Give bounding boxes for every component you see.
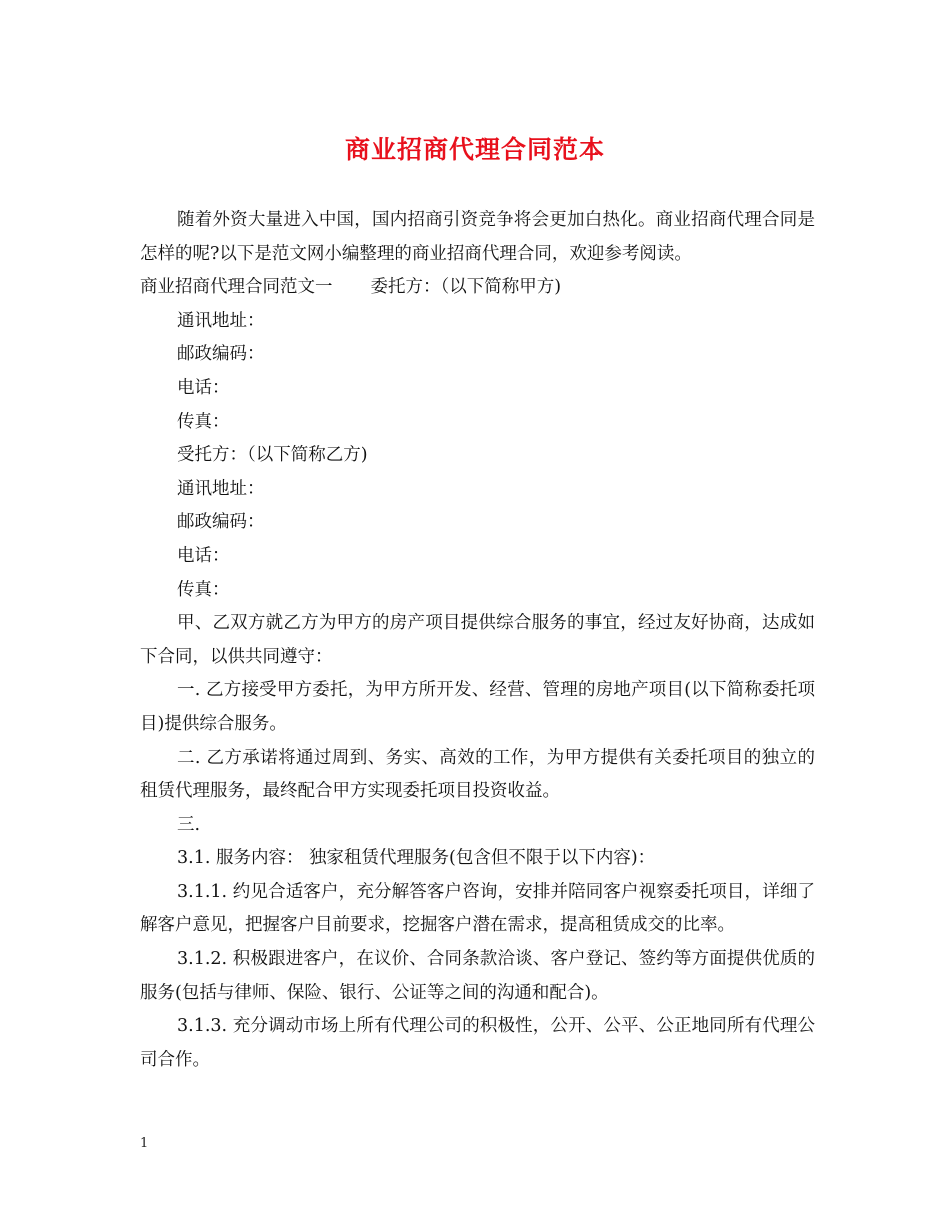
party-a-address-field: 通讯地址：	[177, 310, 265, 331]
party-a-postcode-field: 邮政编码：	[177, 344, 265, 365]
clause-3-1-2: 3.1.2. 积极跟进客户，在议价、合同条款洽谈、客户登记、签约等方面提供优质的服务(包括与律师、保险、银行、公证等之间的沟通和配合)。	[140, 949, 815, 1003]
party-b-postcode-field: 邮政编码：	[177, 512, 265, 533]
sample-heading-line	[140, 271, 815, 305]
party-b-fax-field: 传真：	[177, 579, 230, 600]
party-b-address-field: 通讯地址：	[177, 478, 265, 499]
clause-2: 二. 乙方承诺将通过周到、务实、高效的工作，为甲方提供有关委托项目的独立的租赁代理服务，最终配合甲方实现委托项目投资收益。	[140, 747, 815, 802]
party-a-phone-field: 电话：	[177, 377, 230, 398]
clause-3: 三.	[177, 814, 201, 835]
party-b-phone-field: 电话：	[177, 545, 230, 566]
clause-3-1-1: 3.1.1. 约见合适客户，充分解答客户咨询，安排并陪同客户视察委托项目，详细了解客户意见，把握客户目前要求，挖掘客户潜在需求，提高租赁成交的比率。	[140, 881, 815, 936]
clause-3-1: 3.1. 服务内容： 独家租赁代理服务(包含但不限于以下内容)：	[177, 848, 656, 869]
party-b-label: 受托方：（以下简称乙方)	[177, 445, 368, 466]
clause-3-1-3: 3.1.3. 充分调动市场上所有代理公司的积极性，公开、公平、公正地同所有代理公司合作。	[140, 1016, 815, 1070]
party-a-label: 委托方：（以下简称甲方)	[370, 277, 562, 298]
page-number: 1	[140, 1136, 149, 1151]
document-title: 商业招商代理合同范本	[344, 135, 605, 164]
clause-1: 一. 乙方接受甲方委托，为甲方所开发、经营、管理的房地产项目(以下简称委托项目)提供综合服务。	[140, 680, 815, 734]
document-body	[140, 204, 815, 1077]
agreement-paragraph: 甲、乙双方就乙方为甲方的房产项目提供综合服务的事宜，经过友好协商，达成如下合同，以供共同遵守：	[140, 613, 815, 667]
sample-heading: 商业招商代理合同范文一	[140, 277, 333, 298]
intro-paragraph: 随着外资大量进入中国，国内招商引资竞争将会更加白热化。商业招商代理合同是怎样的呢?以下是范文网小编整理的商业招商代理合同，欢迎参考阅读。	[140, 210, 815, 264]
party-a-fax-field: 传真：	[177, 411, 230, 432]
